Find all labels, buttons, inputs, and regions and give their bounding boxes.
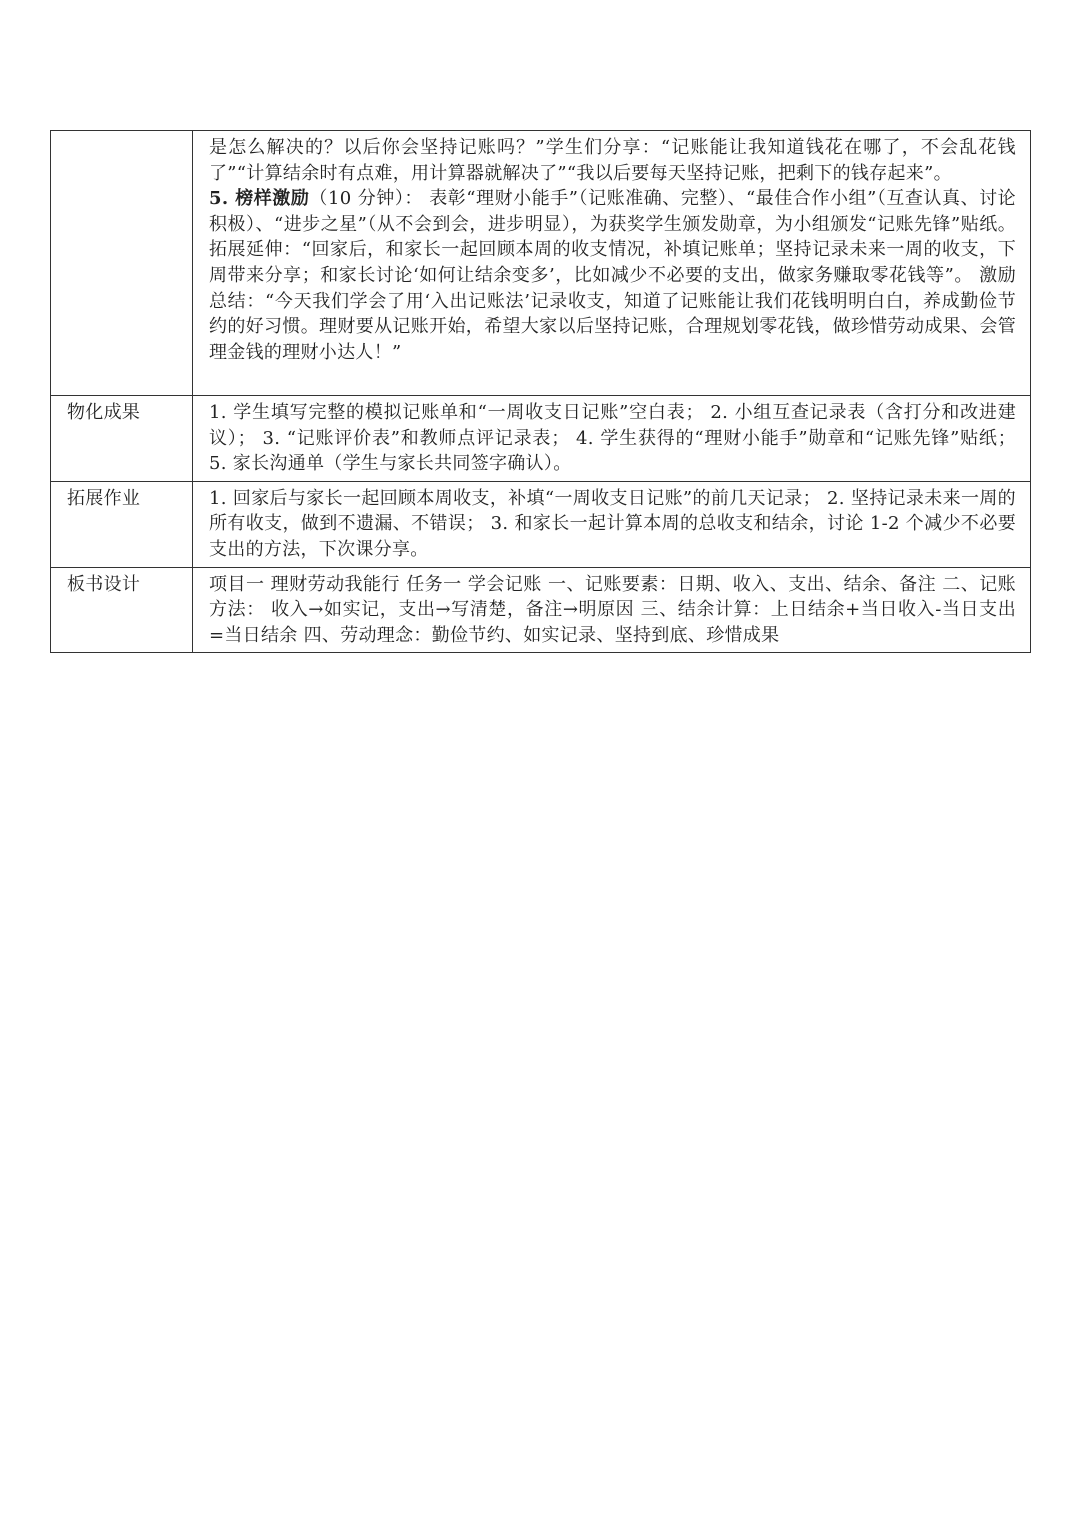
- row-content-blackboard: 项目一 理财劳动我能行 任务一 学会记账 一、记账要素：日期、收入、支出、结余、备注 二、记账方法： 收入→如实记，支出→写清楚，备注→明原因 三、结余计算：上日结余+当日收入-当日支出=当日结余 四、劳动理念：勤俭节约、如实记录、坚持到底、珍惜成果: [193, 567, 1031, 653]
- table-row: [51, 481, 1031, 567]
- step-title: 5. 榜样激励: [209, 188, 310, 210]
- row-label-homework: 拓展作业: [51, 481, 193, 567]
- row-content-homework: 1. 回家后与家长一起回顾本周收支，补填“一周收支日记账”的前几天记录； 2. 坚持记录未来一周的所有收支，做到不遗漏、不错误； 3. 和家长一起计算本周的总收支和结余，讨论 1-2 个减少不必要支出的方法，下次课分享。: [193, 481, 1031, 567]
- student-share-paragraph: 是怎么解决的？以后你会坚持记账吗？”学生们分享：“记账能让我知道钱花在哪了，不会乱花钱了”“计算结余时有点难，用计算器就解决了”“我以后要每天坚持记账，把剩下的钱存起来”。: [209, 137, 1016, 184]
- row-content-activities: [193, 131, 1031, 396]
- row-label-blackboard: 板书设计: [51, 567, 193, 653]
- table-row: [51, 396, 1031, 482]
- table-row: [51, 131, 1031, 396]
- row-content-outcomes: 1. 学生填写完整的模拟记账单和“一周收支日记账”空白表； 2. 小组互查记录表（含打分和改进建议）； 3. “记账评价表”和教师点评记录表； 4. 学生获得的“理财小能手”勋章和“记账先锋”贴纸； 5. 家长沟通单（学生与家长共同签字确认）。: [193, 396, 1031, 482]
- row-label-empty: [51, 131, 193, 396]
- table-row: [51, 567, 1031, 653]
- step-body: （10 分钟）： 表彰“理财小能手”（记账准确、完整）、“最佳合作小组”（互查认真、讨论积极）、“进步之星”（从不会到会，进步明显），为获奖学生颁发勋章，为小组颁发“记账先锋”贴纸。 拓展延伸：“回家后，和家长一起回顾本周的收支情况，补填记账单；坚持记录未来一周的收支，下周带来分享；和家长讨论‘如何让结余变多’，比如减少不必要的支出，做家务赚取零花钱等”。 激励总结：“今天我们学会了用‘入出记账法’记录收支，知道了记账能让我们花钱明明白白，养成勤俭节约的好习惯。理财要从记账开始，希望大家以后坚持记账，合理规划零花钱，做珍惜劳动成果、会管理金钱的理财小达人！”: [209, 188, 1016, 363]
- row-label-outcomes: 物化成果: [51, 396, 193, 482]
- lesson-plan-table: [50, 130, 1031, 653]
- role-model-paragraph: [209, 186, 1016, 365]
